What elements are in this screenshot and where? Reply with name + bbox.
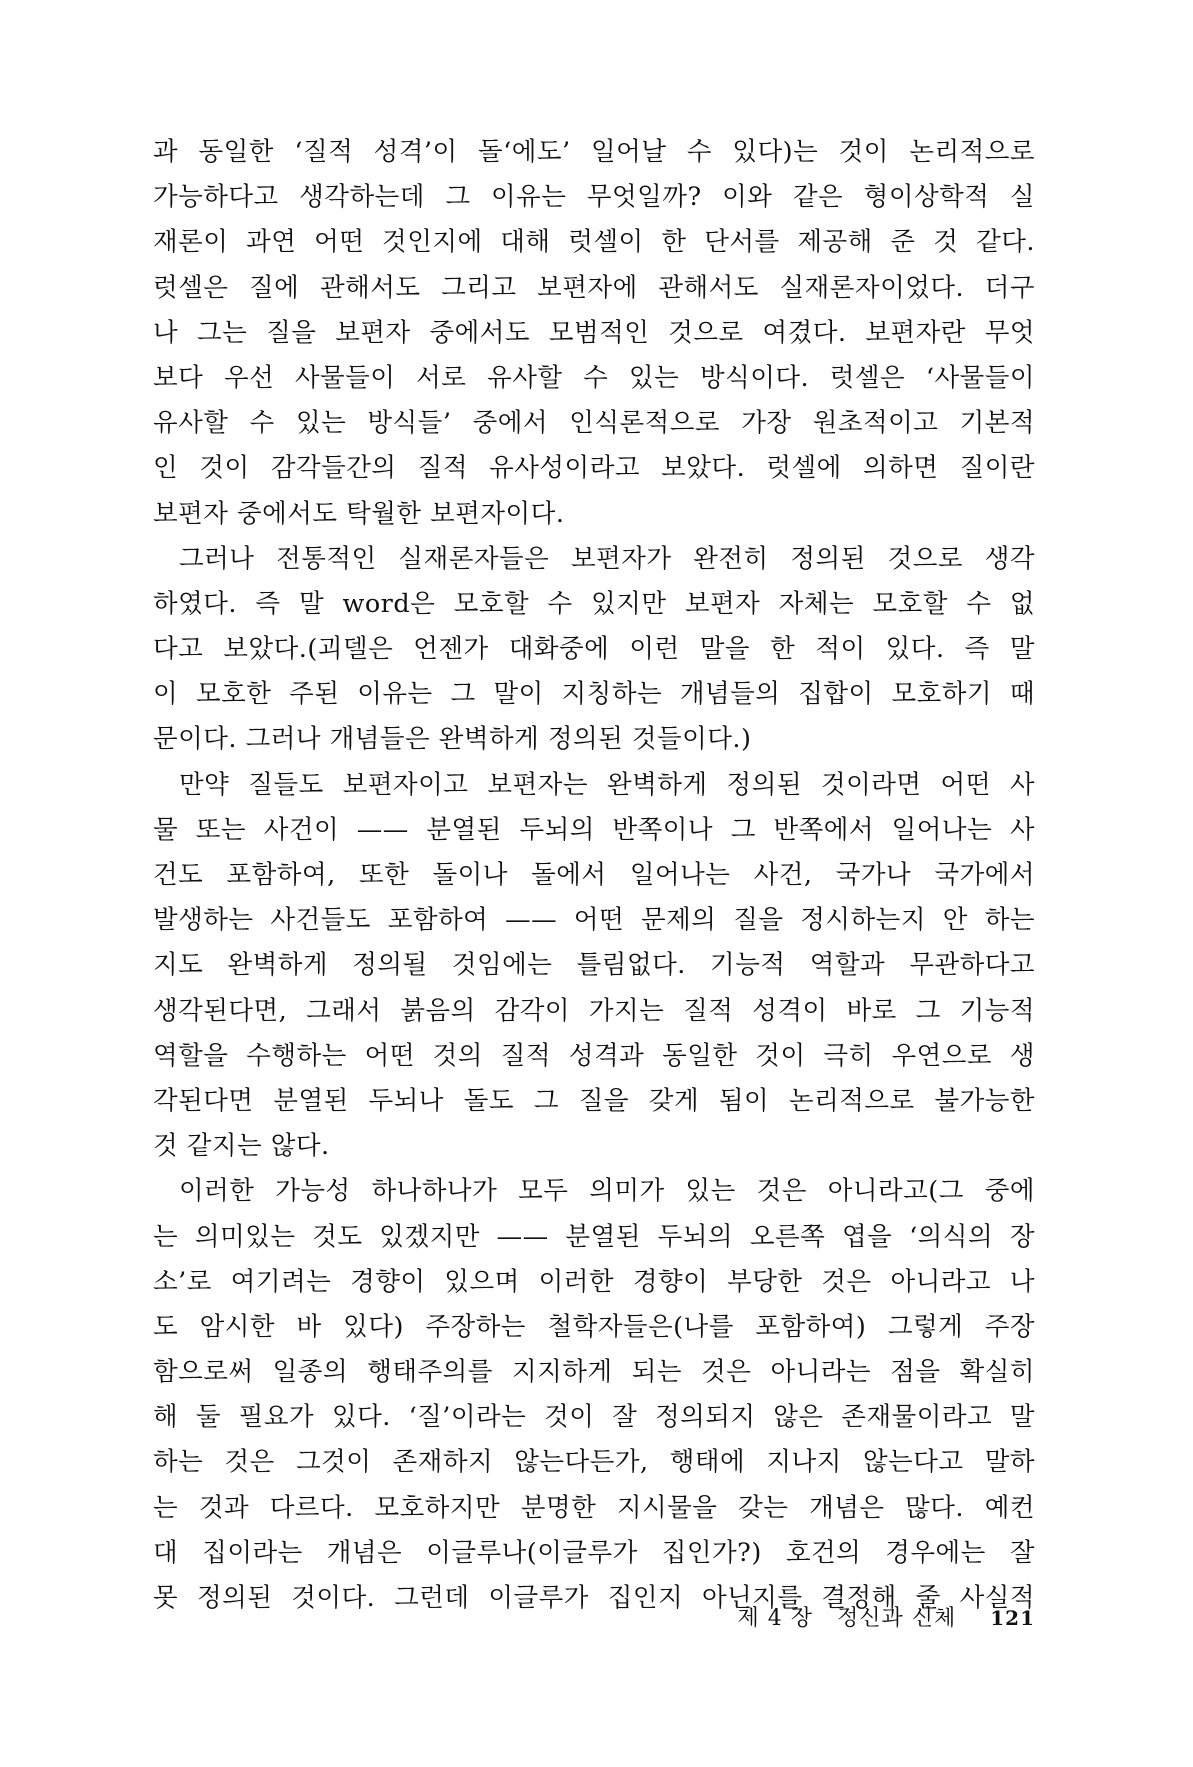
- text-line: 못 정의된 것이다. 그런데 이글루가 집인지 아닌지를 결정해 줄 사실적: [153, 1583, 1035, 1613]
- text-line: 유사할 수 있는 방식들’ 중에서 인식론적으로 가장 원초적이고 기본적: [153, 408, 1035, 439]
- text-line: 함으로써 일종의 행태주의를 지지하게 되는 것은 아니라는 점을 확실히: [153, 1357, 1035, 1388]
- text-line: 는 것과 다르다. 모호하지만 분명한 지시물을 갖는 개념은 많다. 예컨: [153, 1492, 1035, 1523]
- text-line: 문이다. 그러나 개념들은 완벽하게 정의된 것들이다.): [153, 724, 752, 755]
- text-line: 도 암시한 바 있다) 주장하는 철학자들은(나를 포함하여) 그렇게 주장: [153, 1311, 1035, 1342]
- text-line: 각된다면 분열된 두뇌나 돌도 그 질을 갖게 됨이 논리적으로 불가능한: [153, 1085, 1035, 1116]
- page-body: [153, 130, 1035, 1621]
- text-line: 나 그는 질을 보편자 중에서도 모범적인 것으로 여겼다. 보편자란 무엇: [153, 317, 1035, 348]
- text-line: 인 것이 감각들간의 질적 유사성이라고 보았다. 럿셀에 의하면 질이란: [153, 453, 1035, 484]
- text-line: 그러나 전통적인 실재론자들은 보편자가 완전히 정의된 것으로 생각: [179, 543, 1035, 574]
- text-line: 과 동일한 ‘질적 성격’이 돌‘에도’ 일어날 수 있다)는 것이 논리적으로: [153, 137, 1035, 167]
- text-line: 발생하는 사건들도 포함하여 —— 어떤 문제의 질을 정시하는지 안 하는: [153, 905, 1035, 936]
- paragraph: [153, 1169, 1035, 1621]
- text-line: 해 둘 필요가 있다. ‘질’이라는 것이 잘 정의되지 않은 존재물이라고 말: [153, 1402, 1035, 1433]
- text-line: 보편자 중에서도 탁월한 보편자이다.: [153, 498, 565, 529]
- running-header: [738, 1606, 965, 1631]
- text-line: 지도 완벽하게 정의될 것임에는 틀림없다. 기능적 역할과 무관하다고: [153, 950, 1035, 981]
- text-line: 이 모호한 주된 이유는 그 말이 지칭하는 개념들의 집합이 모호하기 때: [153, 679, 1035, 710]
- text-line: 물 또는 사건이 —— 분열된 두뇌의 반쪽이나 그 반쪽에서 일어나는 사: [153, 814, 1035, 845]
- text-line: 하였다. 즉 말 word은 모호할 수 있지만 보편자 자체는 모호할 수 없: [153, 588, 1035, 619]
- text-line: 건도 포함하여, 또한 돌이나 돌에서 일어나는 사건, 국가나 국가에서: [153, 860, 1035, 890]
- text-line: 생각된다면, 그래서 붉음의 감각이 가지는 질적 성격이 바로 그 기능적: [153, 995, 1035, 1026]
- text-line: 대 집이라는 개념은 이글루나(이글루가 집인가?) 호건의 경우에는 잘: [153, 1537, 1035, 1568]
- text-line: 재론이 과연 어떤 것인지에 대해 럿셀이 한 단서를 제공해 준 것 같다.: [153, 227, 1035, 258]
- text-line: 보다 우선 사물들이 서로 유사할 수 있는 방식이다. 럿셀은 ‘사물들이: [153, 362, 1035, 393]
- text-line: 가능하다고 생각하는데 그 이유는 무엇일까? 이와 같은 형이상학적 실: [153, 182, 1035, 213]
- chapter-label: 제 4 장: [737, 1606, 813, 1631]
- paragraph: [153, 130, 1035, 537]
- page-footer: [700, 1603, 1035, 1634]
- paragraph: [153, 537, 1035, 763]
- text-line: 만약 질들도 보편자이고 보편자는 완벽하게 정의된 것이라면 어떤 사: [179, 769, 1035, 800]
- text-line: 럿셀은 질에 관해서도 그리고 보편자에 관해서도 실재론자이었다. 더구: [153, 272, 1035, 303]
- text-line: 다고 보았다.(괴델은 언젠가 대화중에 이런 말을 한 적이 있다. 즉 말: [153, 634, 1035, 665]
- paragraph: [153, 763, 1035, 1170]
- chapter-title: 정신과 신체: [836, 1606, 957, 1631]
- page-number: 121: [990, 1606, 1035, 1630]
- text-line: 이러한 가능성 하나하나가 모두 의미가 있는 것은 아니라고(그 중에: [179, 1176, 1035, 1207]
- text-line: 하는 것은 그것이 존재하지 않는다든가, 행태에 지나지 않는다고 말하: [153, 1447, 1035, 1478]
- text-line: 소’로 여기려는 경향이 있으며 이러한 경향이 부당한 것은 아니라고 나: [153, 1266, 1035, 1297]
- text-line: 역할을 수행하는 어떤 것의 질적 성격과 동일한 것이 극히 우연으로 생: [153, 1040, 1035, 1071]
- text-line: 는 의미있는 것도 있겠지만 —— 분열된 두뇌의 오른쪽 엽을 ‘의식의 장: [153, 1221, 1035, 1252]
- text-line: 것 같지는 않다.: [153, 1131, 330, 1162]
